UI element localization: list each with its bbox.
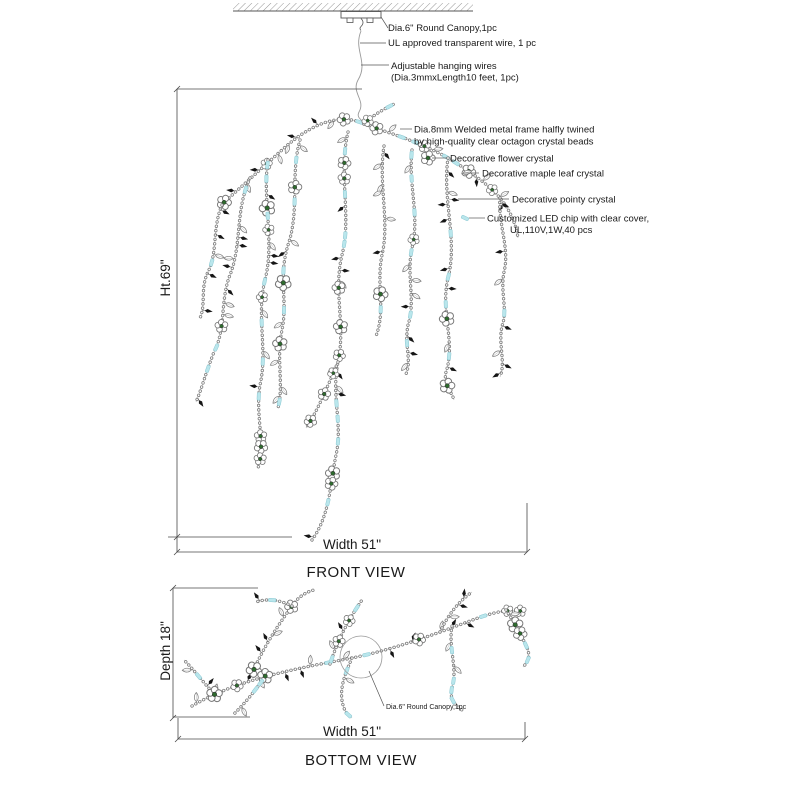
led-chip bbox=[209, 258, 214, 266]
led-callout-target bbox=[461, 215, 469, 221]
flower-crystal bbox=[513, 626, 528, 642]
led-chip bbox=[451, 677, 455, 685]
led-chip bbox=[447, 352, 451, 360]
flower-crystal bbox=[204, 684, 225, 705]
canopy-hook bbox=[360, 19, 363, 31]
flower-crystal bbox=[373, 286, 389, 302]
flower-crystal bbox=[303, 413, 319, 429]
flower-crystal bbox=[230, 678, 244, 693]
led-chip bbox=[523, 641, 529, 649]
led-chip bbox=[413, 208, 417, 216]
flower-crystal bbox=[286, 179, 303, 196]
led-chip bbox=[409, 248, 413, 256]
flower-crystal bbox=[412, 632, 426, 647]
branch-wire bbox=[192, 610, 524, 706]
bottom-width-label: Width 51" bbox=[322, 724, 382, 739]
flower-crystal bbox=[343, 614, 356, 627]
led-chip bbox=[335, 399, 339, 407]
led-chip bbox=[408, 311, 413, 319]
led-chip bbox=[293, 198, 297, 206]
annotation-hanging-1: Adjustable hanging wires bbox=[391, 61, 497, 72]
led-chip bbox=[265, 161, 269, 169]
flower-crystal bbox=[316, 386, 332, 402]
flower-crystal bbox=[437, 309, 457, 329]
led-chip bbox=[449, 229, 453, 237]
led-chip bbox=[325, 498, 330, 506]
led-chip bbox=[336, 437, 340, 445]
flower-crystal bbox=[252, 451, 269, 468]
front-view-branches bbox=[196, 103, 518, 540]
flower-crystal bbox=[500, 603, 516, 619]
hanging-wire bbox=[356, 31, 364, 124]
flower-crystal bbox=[261, 222, 277, 238]
branch-beads bbox=[192, 610, 524, 706]
leader-canopy bbox=[381, 17, 388, 28]
bottom-canopy-label: Dia.6" Round Canopy,1pc bbox=[386, 704, 467, 711]
leader-lines bbox=[360, 17, 509, 706]
front-height-label: Ht.69" bbox=[158, 259, 173, 297]
maple-leaf-crystal bbox=[448, 615, 459, 619]
ceiling-hatch bbox=[233, 3, 473, 11]
led-chip bbox=[282, 306, 286, 314]
led-chip bbox=[379, 305, 383, 313]
pointy-crystal bbox=[303, 534, 314, 539]
led-chip bbox=[450, 646, 454, 654]
led-chip bbox=[213, 343, 219, 351]
branch-beads-core bbox=[192, 610, 524, 706]
canopy-tab-right bbox=[367, 18, 373, 23]
flower-crystal bbox=[438, 377, 457, 396]
flower-crystal bbox=[270, 334, 290, 354]
annotation-maple: Decorative maple leaf crystal bbox=[482, 168, 604, 180]
led-chip bbox=[266, 212, 270, 220]
labels bbox=[158, 23, 649, 769]
annotation-pointy: Decorative pointy crystal bbox=[512, 194, 616, 206]
led-chip bbox=[282, 267, 286, 275]
led-chip bbox=[479, 613, 487, 619]
pointy-crystal bbox=[310, 116, 320, 126]
arrow-callout-target bbox=[449, 197, 460, 202]
canopy-tab-left bbox=[347, 18, 353, 23]
led-chip bbox=[262, 277, 267, 285]
annotation-canopy: Dia.6" Round Canopy,1pc bbox=[388, 23, 497, 34]
bottom-view-branches bbox=[182, 588, 531, 718]
pointy-crystal bbox=[206, 677, 216, 688]
led-chip bbox=[397, 134, 405, 140]
led-chip bbox=[343, 147, 347, 155]
maple-leaf-crystal bbox=[343, 676, 355, 685]
pointy-crystal bbox=[225, 287, 235, 297]
led-chip bbox=[362, 652, 370, 657]
led-chip bbox=[252, 686, 259, 694]
maple-leaf-crystal bbox=[194, 692, 198, 703]
led-chip bbox=[260, 319, 264, 327]
flower-crystal bbox=[406, 232, 421, 247]
led-chip bbox=[410, 175, 414, 183]
leader-bottom-canopy bbox=[369, 671, 384, 706]
led-chip bbox=[336, 415, 340, 423]
pointy-crystal bbox=[446, 286, 457, 290]
led-chip bbox=[444, 300, 448, 308]
annotation-led-2: UL,110V,1W,40 pcs bbox=[510, 225, 593, 236]
annotation-led-1: Customized LED chip with clear cover, bbox=[487, 213, 650, 225]
led-chip bbox=[405, 339, 409, 347]
led-chip bbox=[268, 598, 276, 602]
flower-crystal bbox=[253, 439, 269, 456]
ceiling bbox=[233, 3, 473, 11]
annotation-hanging-2: (Dia.3mmxLength10 feet, 1pc) bbox=[391, 72, 519, 84]
led-chip bbox=[195, 672, 203, 680]
led-chip bbox=[353, 604, 360, 612]
led-chip bbox=[257, 393, 261, 401]
led-chip bbox=[344, 711, 352, 719]
led-chip bbox=[385, 103, 393, 110]
bottom-view-title: BOTTOM VIEW bbox=[305, 752, 417, 769]
canopy-body bbox=[341, 12, 381, 19]
led-chip bbox=[265, 175, 269, 183]
front-width-label: Width 51" bbox=[322, 537, 382, 552]
annotation-wire: UL approved transparent wire, 1 pc bbox=[388, 38, 537, 49]
pointy-crystal bbox=[254, 644, 264, 655]
led-chip bbox=[294, 156, 298, 164]
flower-crystal bbox=[255, 290, 271, 306]
flower-crystal bbox=[338, 156, 352, 170]
led-chip bbox=[342, 240, 347, 248]
led-chip bbox=[525, 656, 531, 664]
led-chip bbox=[205, 365, 211, 373]
led-chip bbox=[343, 231, 347, 239]
pointy-crystal bbox=[339, 268, 350, 272]
flower-crystal bbox=[333, 348, 347, 362]
annotation-frame-1: Dia.8mm Welded metal frame halfly twined bbox=[414, 124, 595, 136]
led-chip bbox=[343, 190, 347, 198]
annotation-frame-2: by high-quality clear octagon crystal beads bbox=[414, 136, 594, 148]
led-chip bbox=[449, 686, 453, 694]
led-chip bbox=[243, 186, 248, 194]
led-chip bbox=[261, 358, 265, 366]
annotation-flower: Decorative flower crystal bbox=[450, 153, 554, 165]
pointy-crystal bbox=[268, 253, 279, 258]
canopy bbox=[341, 12, 381, 31]
bottom-depth-label: Depth 18" bbox=[158, 621, 173, 681]
led-chip bbox=[410, 151, 414, 159]
maple-leaf-crystal bbox=[387, 123, 398, 133]
front-view-title: FRONT VIEW bbox=[306, 564, 406, 581]
led-chip bbox=[502, 309, 506, 317]
led-chip bbox=[446, 273, 451, 281]
